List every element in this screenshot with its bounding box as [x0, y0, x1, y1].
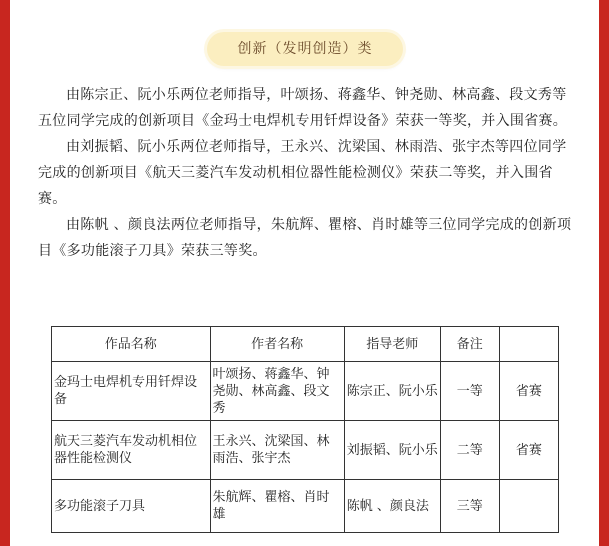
cell-authors: 朱航辉、瞿榕、肖时雄: [210, 480, 344, 533]
left-red-border: [0, 0, 10, 546]
header-extra: [499, 327, 558, 362]
paragraph-third-prize: 由陈帆 、颜良法两位老师指导，朱航辉、瞿榕、肖时雄等三位同学完成的创新项目《多功能滚子刀具》荣获三等奖。: [38, 217, 572, 259]
cell-competition: 省赛: [499, 362, 558, 421]
paragraph-second-prize: 由刘振韬、阮小乐两位老师指导，王永兴、沈梁国、林雨浩、张宇杰等四位同学完成的创新项目《航天三菱汽车发动机相位器性能检测仪》荣获二等奖，并入围省赛。: [38, 139, 567, 207]
awards-table-container: [51, 326, 559, 533]
cell-competition: [499, 480, 558, 533]
header-advisors: 指导老师: [344, 327, 440, 362]
table-row: [52, 480, 559, 533]
cell-work-name: 金玛士电焊机专用钎焊设备: [52, 362, 211, 421]
cell-competition: 省赛: [499, 421, 558, 480]
cell-prize: 三等: [440, 480, 499, 533]
header-remarks: 备注: [440, 327, 499, 362]
header-work-name: 作品名称: [52, 327, 211, 362]
section-title: 创新（发明创造）类: [207, 32, 403, 66]
header-authors: 作者名称: [210, 327, 344, 362]
table-row: [52, 421, 559, 480]
right-red-border: [599, 0, 609, 546]
cell-work-name: 航天三菱汽车发动机相位器性能检测仪: [52, 421, 211, 480]
paragraph-first-prize: 由陈宗正、阮小乐两位老师指导，叶颂扬、蒋鑫华、钟尧勋、林高鑫、段文秀等五位同学完成的创新项目《金玛士电焊机专用钎焊设备》荣获一等奖，并入围省赛。: [38, 87, 568, 129]
table-row: [52, 362, 559, 421]
table-header-row: [52, 327, 559, 362]
cell-advisors: 刘振韬、阮小乐: [344, 421, 440, 480]
cell-prize: 一等: [440, 362, 499, 421]
cell-authors: 王永兴、沈梁国、林雨浩、张宇杰: [210, 421, 344, 480]
cell-advisors: 陈宗正、阮小乐: [344, 362, 440, 421]
awards-table: [51, 326, 559, 533]
cell-prize: 二等: [440, 421, 499, 480]
cell-work-name: 多功能滚子刀具: [52, 480, 211, 533]
article-body: [38, 82, 578, 264]
cell-advisors: 陈帆 、颜良法: [344, 480, 440, 533]
cell-authors: 叶颂扬、蒋鑫华、钟尧勋、林高鑫、段文秀: [210, 362, 344, 421]
